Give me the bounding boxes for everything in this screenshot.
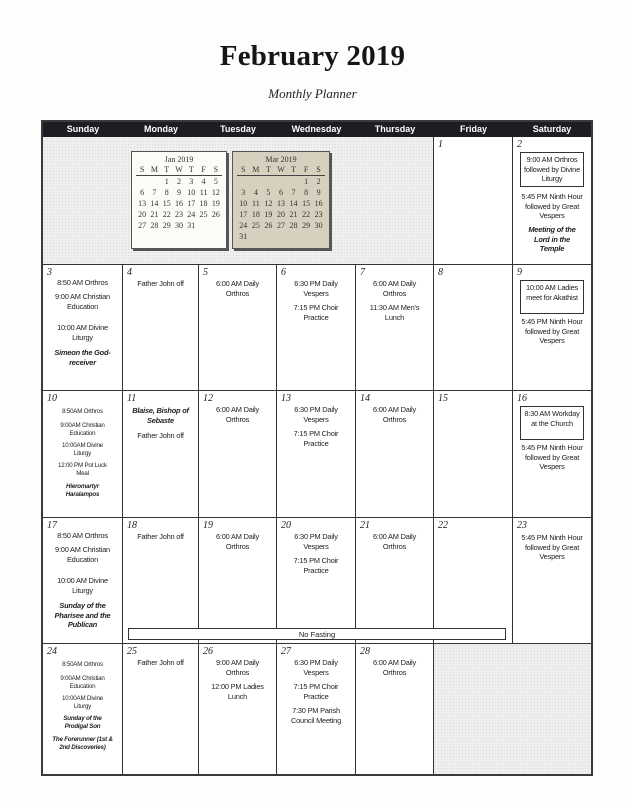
event: 6:00 AM Daily Orthros — [373, 405, 416, 424]
event: 9:00AM Christian Education — [60, 675, 105, 690]
day-number: 26 — [203, 646, 213, 657]
day-number: 6 — [281, 267, 286, 278]
event: 10:00 AM Divine Liturgy — [57, 576, 108, 595]
event: 6:30 PM Daily Vespers — [294, 405, 338, 424]
day-cell-14[interactable] — [356, 391, 434, 518]
no-fasting-banner: No Fasting — [128, 628, 506, 640]
mini-weekday-row: S M T W T F S — [237, 164, 325, 176]
day-cell-23[interactable] — [513, 518, 591, 644]
mini-week: 13 14 15 16 17 18 19 — [138, 199, 220, 208]
day-number: 8 — [438, 267, 443, 278]
weekday-saturday: Saturday — [532, 124, 572, 134]
event: 12:00 PM Pot Luck Meal — [58, 462, 107, 477]
day-number: 10 — [47, 393, 57, 404]
day-cell-19[interactable] — [199, 518, 277, 644]
calendar-grid — [41, 120, 593, 776]
event: 9:00 AM Orthros followed by Divine Liturgy — [520, 152, 584, 187]
mini-week: 6 7 8 9 10 11 12 — [140, 188, 220, 197]
event: 7:15 PM Choir Practice — [293, 682, 339, 701]
mini-week: 20 21 22 23 24 25 26 — [138, 210, 220, 219]
day-number: 7 — [360, 267, 365, 278]
weekday-header — [43, 122, 591, 137]
next-month-area — [434, 644, 591, 774]
day-cell-5[interactable] — [199, 265, 277, 391]
event: 7:30 PM Parish Council Meeting — [291, 706, 341, 725]
event: 8:30 AM Workday at the Church — [520, 406, 584, 440]
day-cell-15[interactable] — [434, 391, 513, 518]
mini-calendar-title: Mar 2019 — [265, 155, 297, 164]
day-cell-16[interactable] — [513, 391, 591, 518]
day-number: 22 — [438, 520, 448, 531]
day-number: 25 — [127, 646, 137, 657]
weekday-monday: Monday — [143, 124, 178, 134]
event: 10:00 AM Ladies meet for Akathist — [520, 280, 584, 314]
day-number: 14 — [360, 393, 370, 404]
mini-week: 31 — [239, 232, 248, 241]
day-cell-10[interactable] — [43, 391, 123, 518]
mini-week: 3 4 5 6 7 8 9 — [241, 188, 321, 197]
day-number: 1 — [438, 139, 443, 150]
event: 5:45 PM Ninth Hour followed by Great Vespers — [521, 443, 583, 471]
day-number: 20 — [281, 520, 291, 531]
event: 12:00 PM Ladies Lunch — [211, 682, 264, 701]
day-cell-28[interactable] — [356, 644, 434, 774]
day-number: 28 — [360, 646, 370, 657]
mini-week: 17 18 19 20 21 22 23 — [239, 210, 323, 219]
mini-calendar-title: Jan 2019 — [164, 155, 194, 164]
event: 6:00 AM Daily Orthros — [373, 532, 416, 551]
event: 6:30 PM Daily Vespers — [294, 658, 338, 677]
event: Father John off — [137, 279, 184, 288]
event: 9:00AM Christian Education — [60, 422, 105, 437]
weekday-friday: Friday — [459, 124, 487, 134]
day-number: 24 — [47, 646, 57, 657]
feast-day: The Forerunner (1st & 2nd Discoveries) — [52, 736, 113, 751]
event: 5:45 PM Ninth Hour followed by Great Vespers — [521, 192, 583, 220]
day-number: 9 — [517, 267, 522, 278]
day-cell-22[interactable] — [434, 518, 513, 644]
day-number: 17 — [47, 520, 57, 531]
event: 7:15 PM Choir Practice — [293, 556, 339, 575]
event: 11:30 AM Men's Lunch — [369, 303, 420, 322]
weekday-sunday: Sunday — [66, 124, 100, 134]
day-number: 3 — [47, 267, 52, 278]
day-cell-20[interactable] — [277, 518, 356, 644]
day-cell-17[interactable] — [43, 518, 123, 644]
event: 9:00 AM Christian Education — [55, 292, 110, 311]
feast-day: Simeon the God-receiver — [54, 348, 111, 367]
day-cell-7[interactable] — [356, 265, 434, 391]
day-number: 11 — [127, 393, 137, 404]
day-cell-24[interactable] — [43, 644, 123, 774]
day-number: 5 — [203, 267, 208, 278]
event: 10:00AM Divine Liturgy — [62, 442, 103, 457]
event: 10:00 AM Divine Liturgy — [57, 323, 108, 342]
event: 6:00 AM Daily Orthros — [216, 279, 259, 298]
mini-week: 24 25 26 27 28 29 30 — [239, 221, 323, 230]
day-cell-21[interactable] — [356, 518, 434, 644]
day-cell-18[interactable] — [123, 518, 199, 644]
event: 9:00 AM Christian Education — [55, 545, 110, 564]
day-number: 2 — [517, 139, 522, 150]
event: 8:50 AM Orthros — [57, 278, 108, 287]
event: 7:15 PM Choir Practice — [293, 303, 339, 322]
mini-week: 1 2 — [304, 177, 321, 186]
event: 5:45 PM Ninth Hour followed by Great Vespers — [521, 533, 583, 561]
prev-month-area — [43, 137, 434, 265]
day-cell-4[interactable] — [123, 265, 199, 391]
day-cell-12[interactable] — [199, 391, 277, 518]
day-number: 21 — [360, 520, 370, 531]
day-cell-8[interactable] — [434, 265, 513, 391]
day-cell-3[interactable] — [43, 265, 123, 391]
day-number: 13 — [281, 393, 291, 404]
event: Father John off — [137, 658, 184, 667]
event: 8:50AM Orthros — [62, 408, 103, 415]
event: 6:00 AM Daily Orthros — [216, 405, 259, 424]
day-cell-6[interactable] — [277, 265, 356, 391]
day-cell-2[interactable] — [513, 137, 591, 265]
mini-calendar-jan — [131, 151, 227, 249]
feast-day: Blaise, Bishop of Sebaste — [132, 406, 189, 425]
day-number: 18 — [127, 520, 137, 531]
day-cell-26[interactable] — [199, 644, 277, 774]
event: 6:00 AM Daily Orthros — [216, 532, 259, 551]
event: 5:45 PM Ninth Hour followed by Great Vespers — [521, 317, 583, 345]
day-cell-13[interactable] — [277, 391, 356, 518]
weekday-wednesday: Wednesday — [291, 124, 342, 134]
day-cell-27[interactable] — [277, 644, 356, 774]
day-number: 12 — [203, 393, 213, 404]
day-cell-11[interactable] — [123, 391, 199, 518]
event: 8:50 AM Orthros — [57, 531, 108, 540]
day-cell-9[interactable] — [513, 265, 591, 391]
feast-day: Meeting of the Lord in the Temple — [528, 225, 576, 253]
mini-week: 1 2 3 4 5 — [164, 177, 218, 186]
mini-week: 27 28 29 30 31 — [138, 221, 196, 230]
day-number: 27 — [281, 646, 291, 657]
event: 7:15 PM Choir Practice — [293, 429, 339, 448]
day-cell-1[interactable] — [434, 137, 513, 265]
day-cell-25[interactable] — [123, 644, 199, 774]
day-number: 23 — [517, 520, 527, 531]
page-title: February 2019 — [219, 40, 406, 72]
event: 6:00 AM Daily Orthros — [373, 658, 416, 677]
event: Father John off — [137, 532, 184, 541]
event: Father John off — [137, 431, 184, 440]
mini-weekday-row: S M T W T F S — [136, 164, 222, 176]
day-number: 4 — [127, 267, 132, 278]
page-subtitle: Monthly Planner — [268, 86, 357, 101]
event: 10:00AM Divine Liturgy — [62, 695, 103, 710]
day-number: 19 — [203, 520, 213, 531]
feast-day: Sunday of the Prodigal Son — [63, 715, 102, 730]
weekday-tuesday: Tuesday — [220, 124, 256, 134]
event: 8:50AM Orthros — [62, 661, 103, 668]
event: 6:30 PM Daily Vespers — [294, 532, 338, 551]
event: 6:30 PM Daily Vespers — [294, 279, 338, 298]
day-number: 15 — [438, 393, 448, 404]
feast-day: Hieromartyr Haralampos — [65, 483, 100, 498]
event: 6:00 AM Daily Orthros — [373, 279, 416, 298]
feast-day: Sunday of the Pharisee and the Publican — [54, 601, 111, 629]
mini-week: 10 11 12 13 14 15 16 — [239, 199, 323, 208]
mini-calendar-mar — [232, 151, 330, 249]
weekday-thursday: Thursday — [374, 124, 416, 134]
day-number: 16 — [517, 393, 527, 404]
event: 9:00 AM Daily Orthros — [216, 658, 259, 677]
